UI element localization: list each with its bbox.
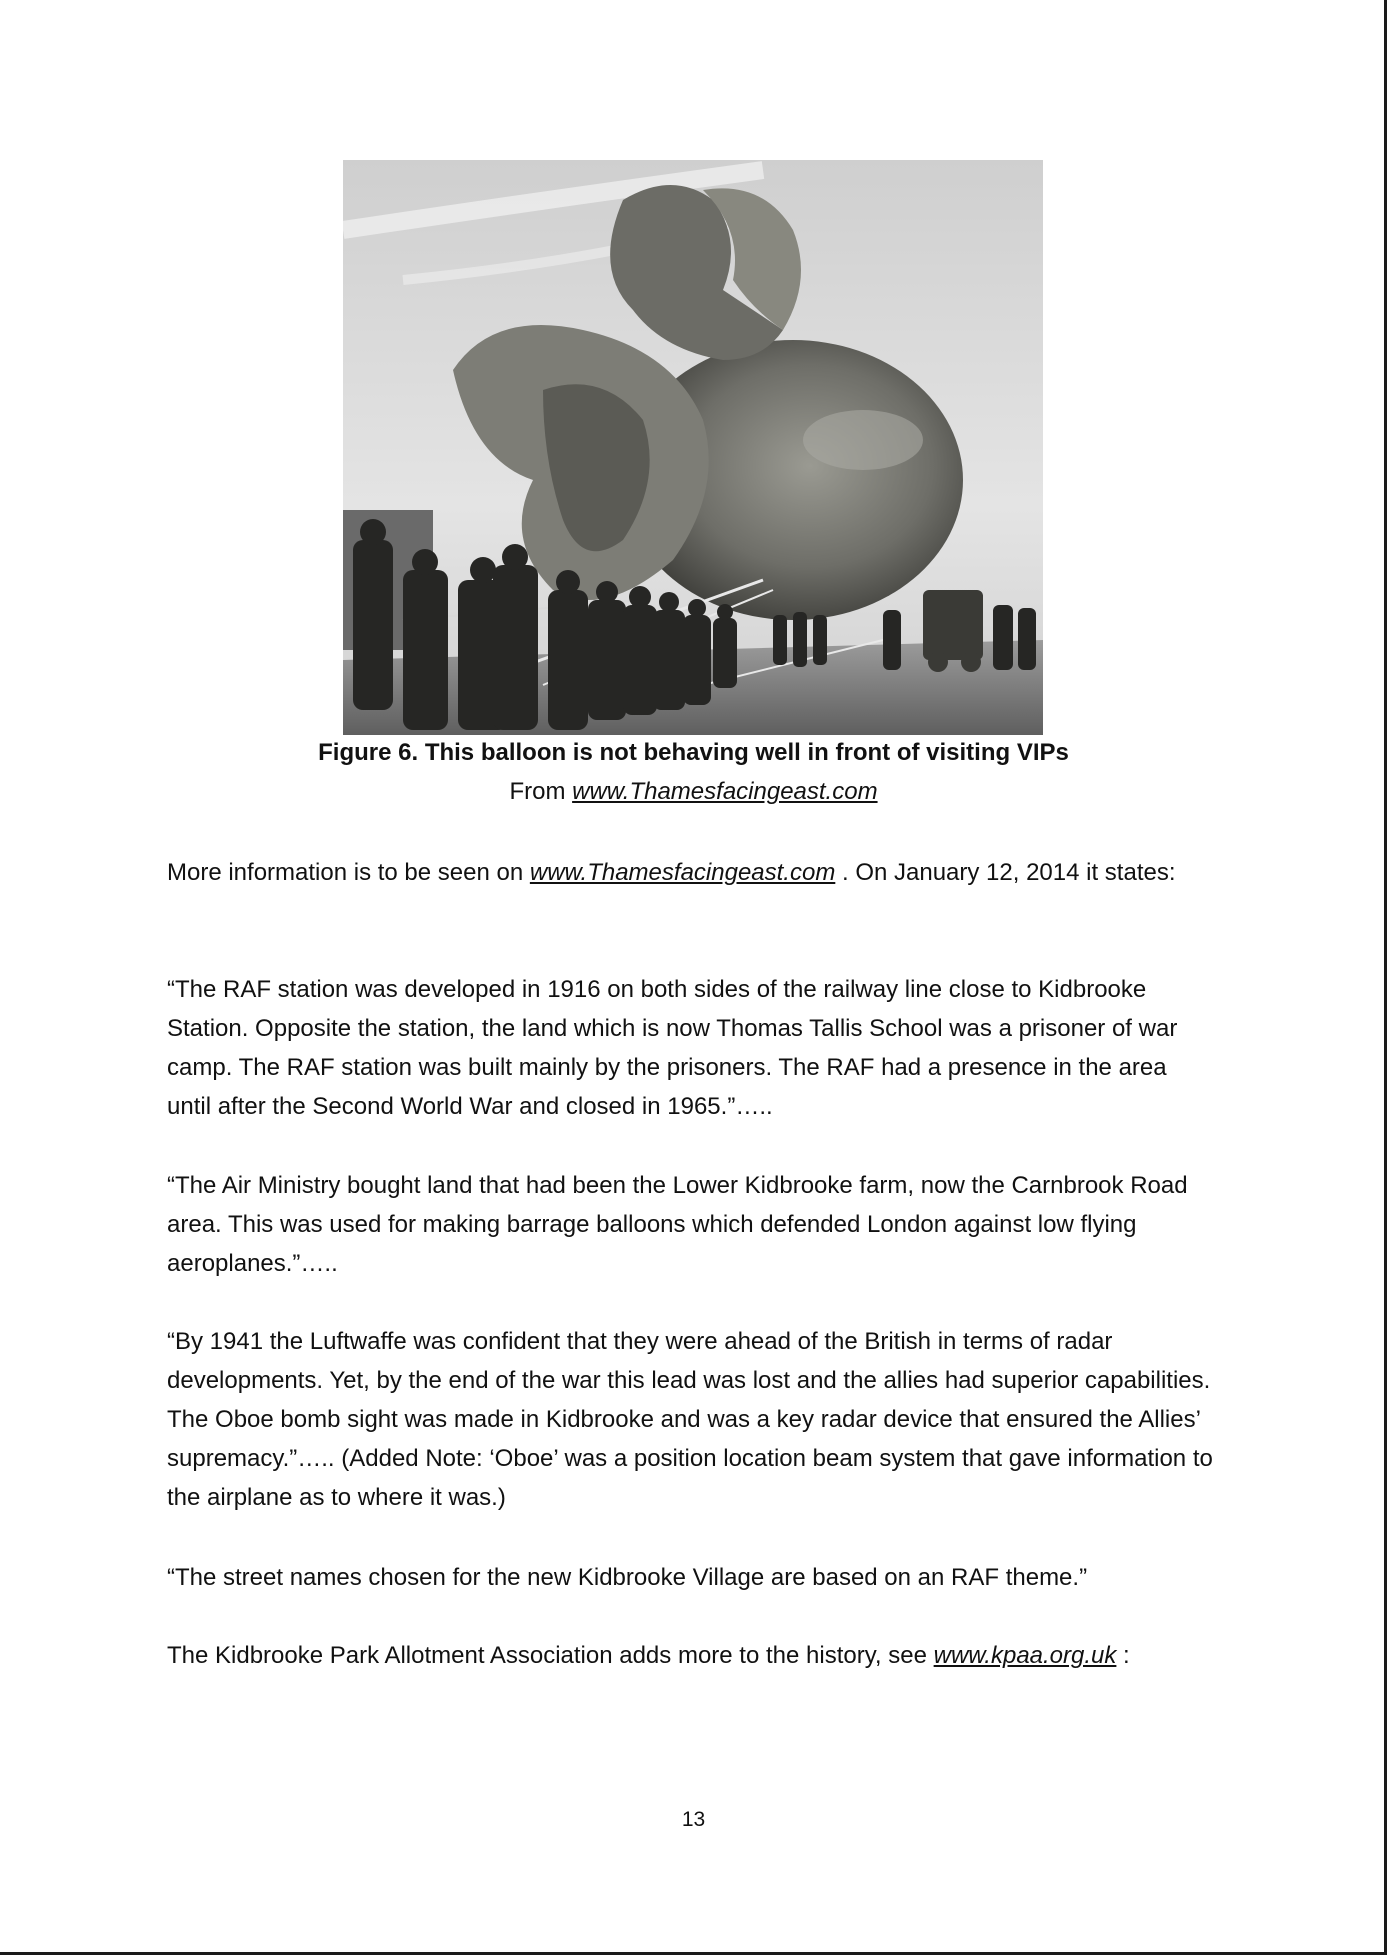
- barrage-balloon-photo: [343, 160, 1043, 735]
- closing-paragraph: [167, 1636, 1217, 1675]
- intro-text-after: . On January 12, 2014 it states:: [835, 859, 1176, 886]
- intro-paragraph: [167, 853, 1217, 892]
- quote-paragraph-air-ministry: “The Air Ministry bought land that had been the Lower Kidbrooke farm, now the Carnbrook Road area. This was used for making barrage balloons which defended London against low flying aeroplanes.”…..: [167, 1172, 1188, 1277]
- intro-link[interactable]: www.Thamesfacingeast.com: [529, 859, 836, 886]
- page-number: 13: [681, 1808, 706, 1831]
- figure-source-link[interactable]: www.Thamesfacingeast.com: [572, 778, 878, 805]
- quote-paragraph-raf-station: “The RAF station was developed in 1916 on both sides of the railway line close to Kidbrooke Station. Opposite the station, the land which is now Thomas Tallis School was a prisoner of war camp. The RAF station was built mainly by the prisoners. The RAF had a presence in the area until after the Second World War and closed in 1965.”…..: [167, 976, 1178, 1120]
- figure-source-prefix: From: [509, 778, 573, 805]
- intro-text-before: More information is to be seen on: [167, 859, 530, 886]
- closing-text-after: :: [1116, 1642, 1130, 1669]
- closing-text-before: The Kidbrooke Park Allotment Association adds more to the history, see: [167, 1642, 934, 1669]
- figure-source: [0, 777, 1387, 807]
- closing-link[interactable]: www.kpaa.org.uk: [933, 1642, 1117, 1669]
- quote-paragraph-street-names: “The street names chosen for the new Kidbrooke Village are based on an RAF theme.”: [167, 1564, 1088, 1591]
- figure-caption: Figure 6. This balloon is not behaving well in front of visiting VIPs: [318, 739, 1069, 766]
- quote-paragraph-luftwaffe: “By 1941 the Luftwaffe was confident that they were ahead of the British in terms of radar developments. Yet, by the end of the war this lead was lost and the allies had superior capabilities. The Oboe bomb sight was made in Kidbrooke and was a key radar device that ensured the Allies’ supremacy.”….. (Added Note: ‘Oboe’ was a position location beam system that gave information to the airplane as to where it was.): [167, 1328, 1213, 1511]
